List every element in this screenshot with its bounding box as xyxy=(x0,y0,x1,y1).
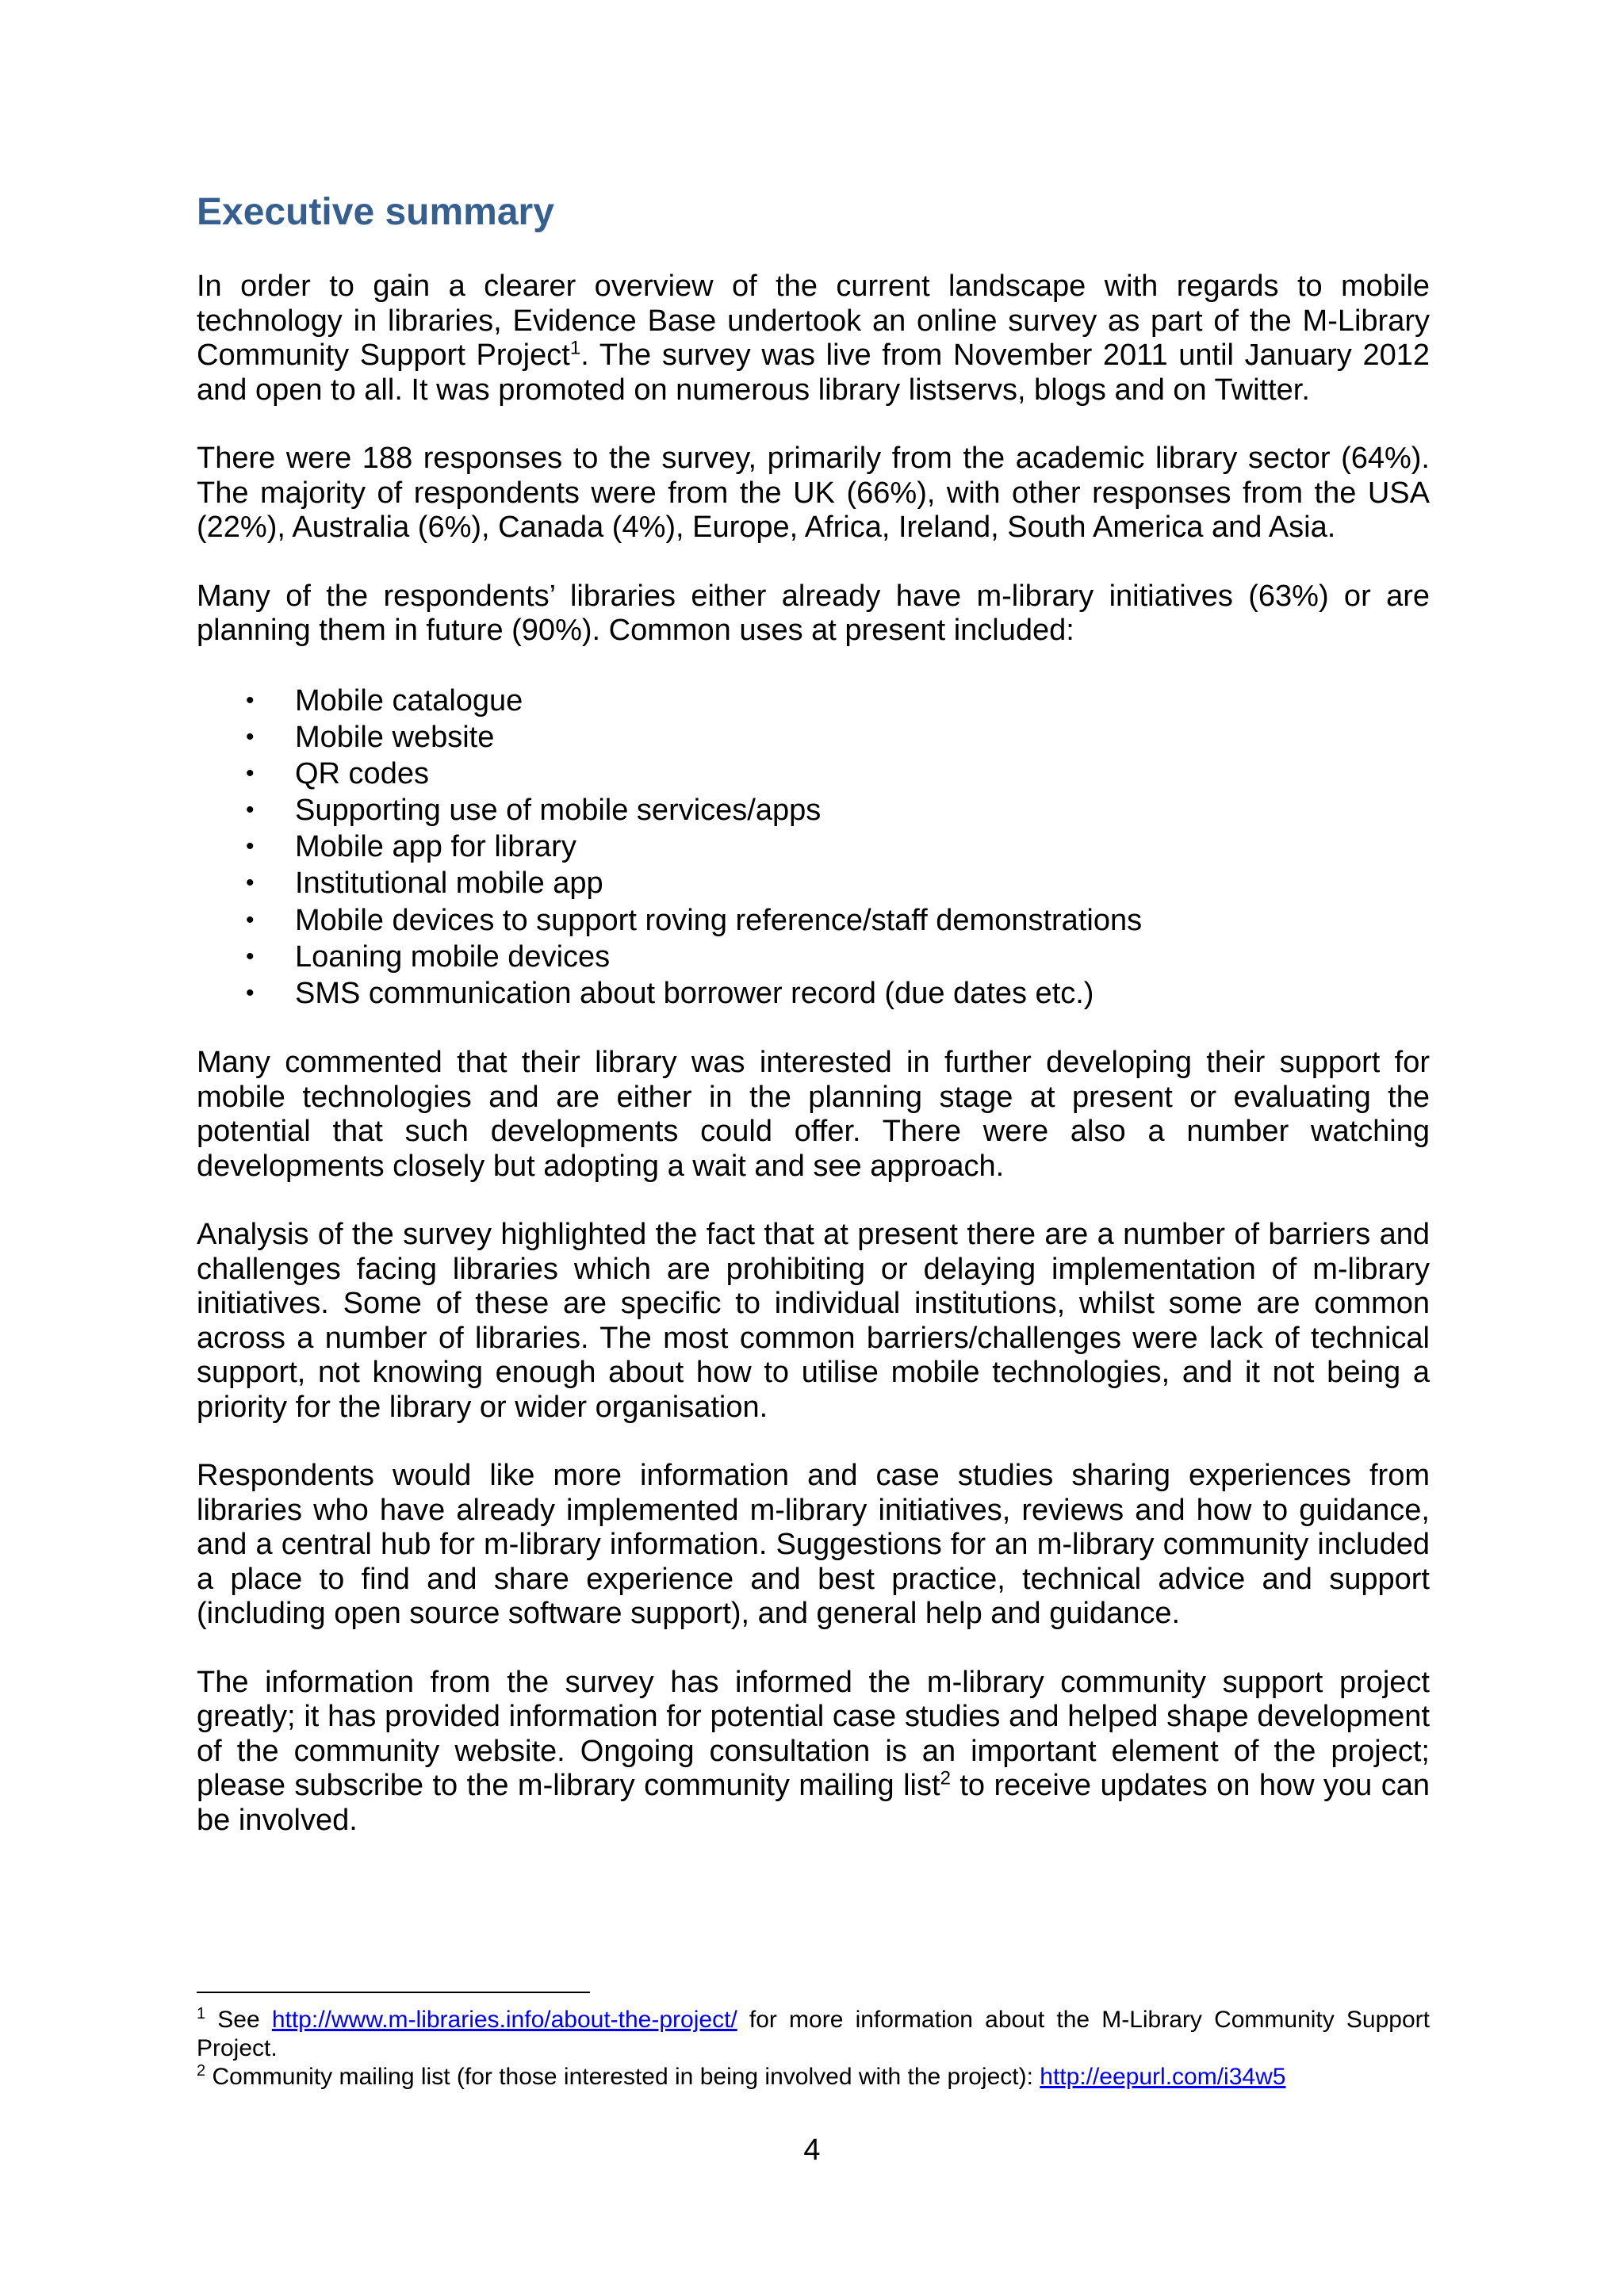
paragraph-survey-overview xyxy=(197,270,1430,408)
list-item xyxy=(197,865,1430,901)
list-item xyxy=(197,975,1430,1012)
common-uses-list xyxy=(197,683,1430,1012)
page-title: Executive summary xyxy=(197,191,554,233)
footnote-text: for more information about the M-Library Community Support Project. xyxy=(197,2007,1430,2061)
bullet-icon: • xyxy=(246,870,255,897)
bullet-icon: • xyxy=(246,980,255,1006)
list-item-label: Mobile website xyxy=(295,720,495,754)
list-item-label: SMS communication about borrower record (due dates etc.) xyxy=(295,977,1094,1010)
bullet-icon: • xyxy=(246,687,255,714)
footnote-reference-1: 1 xyxy=(569,337,581,359)
footnote-2 xyxy=(197,2063,1430,2091)
footnote-separator xyxy=(197,1992,590,1993)
paragraph-text: In order to gain a clearer overview of the current landscape with regards to mobile technology in libraries, Evidence Base undertook an online survey as part of the M-Library Community Support Project xyxy=(197,270,1430,372)
list-item xyxy=(197,902,1430,939)
mailing-list-link[interactable]: http://eepurl.com/i34w5 xyxy=(1040,2064,1286,2090)
footnote-reference-2: 2 xyxy=(940,1767,951,1789)
bullet-icon: • xyxy=(246,723,255,750)
paragraph-responses: There were 188 responses to the survey, primarily from the academic library sector (64%). The majority of respondents were from the UK (66%), with other responses from the USA (22%), Australia (6%), Canada (4%), Europe, Africa, Ireland, South America and Asia. xyxy=(197,442,1430,544)
paragraph-community-project xyxy=(197,1666,1430,1839)
list-item-label: Institutional mobile app xyxy=(295,867,603,901)
footnote-mark: 2 xyxy=(197,2062,206,2080)
bullet-icon: • xyxy=(246,760,255,786)
footnote-text: See xyxy=(205,2007,272,2033)
paragraph-text: to receive updates on how you can be involved. xyxy=(197,1769,1430,1837)
list-item xyxy=(197,792,1430,828)
paragraph-suggestions: Respondents would like more information and case studies sharing experiences from libraries who have already implemented m-library initiatives, reviews and how to guidance, and a central hub for m-library information. Suggestions for an m-library community included a place to find and share experience and best practice, technical advice and support (including open source software support), and general help and guidance. xyxy=(197,1459,1430,1631)
list-item-label: Mobile app for library xyxy=(295,830,576,864)
list-item-label: Mobile catalogue xyxy=(295,683,523,718)
bullet-icon: • xyxy=(246,833,255,860)
paragraph-text: The information from the survey has informed the m-library community support project greatly; it has provided information for potential case studies and helped shape development of the community website. Ongoing consultation is an important element of the project; please subscribe to the m-library community mailing list xyxy=(197,1665,1430,1803)
footnotes-section xyxy=(197,1992,1430,2091)
list-item-label: Loaning mobile devices xyxy=(295,939,611,974)
paragraph-further-development: Many commented that their library was interested in further developing their support for mobile technologies and are either in the planning stage at present or evaluating the potential that such developments could offer. There were also a number watching developments closely but adopting a wait and see approach. xyxy=(197,1046,1430,1183)
paragraph-barriers: Analysis of the survey highlighted the fact that at present there are a number of barriers and challenges facing libraries which are prohibiting or delaying implementation of m-library initiatives. Some of these are specific to individual institutions, whilst some are common across a number of libraries. The most common barriers/challenges were lack of technical support, not knowing enough about how to utilise mobile technologies, and it not being a priority for the library or wider organisation. xyxy=(197,1218,1430,1424)
footnote-1 xyxy=(197,2006,1430,2063)
bullet-icon: • xyxy=(246,906,255,933)
bullet-icon: • xyxy=(246,943,255,970)
footnote-mark: 1 xyxy=(197,2005,206,2022)
footnote-text: Community mailing list (for those interested in being involved with the project): xyxy=(205,2064,1040,2090)
bullet-icon: • xyxy=(246,797,255,824)
list-item-label: QR codes xyxy=(295,756,429,790)
m-libraries-about-link[interactable]: http://www.m-libraries.info/about-the-project/ xyxy=(271,2007,737,2033)
list-item-label: Supporting use of mobile services/apps xyxy=(295,794,822,828)
list-item-label: Mobile devices to support roving reference/staff demonstrations xyxy=(295,903,1143,937)
list-item xyxy=(197,939,1430,975)
document-body xyxy=(197,189,1430,1872)
paragraph-text: . The survey was live from November 2011 until January 2012 and open to all. It was promoted on numerous library listservs, blogs and on Twitter. xyxy=(197,339,1430,407)
list-item xyxy=(197,828,1430,865)
page-number: 4 xyxy=(803,2133,821,2167)
paragraph-initiatives: Many of the respondents’ libraries either already have m-library initiatives (63%) or are planning them in future (90%). Common uses at present included: xyxy=(197,579,1430,647)
list-item xyxy=(197,756,1430,792)
list-item xyxy=(197,719,1430,756)
list-item xyxy=(197,683,1430,719)
